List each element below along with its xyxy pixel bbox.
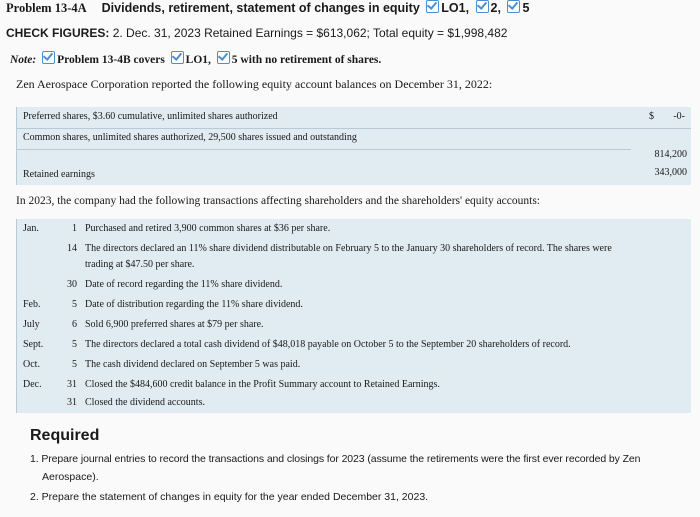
required-heading: Required <box>30 427 100 444</box>
divider <box>17 149 631 150</box>
learning-objective-icon <box>507 0 520 13</box>
note-label: Note: <box>10 54 37 66</box>
transaction-day: 5 <box>72 339 77 350</box>
transaction-text: Closed the $484,600 credit balance in the Profit Summary account to Retained Earnings. <box>85 379 440 390</box>
problem-link-icon <box>42 51 55 64</box>
check-figures-label: CHECK FIGURES: <box>6 26 110 40</box>
intro-text: Zen Aerospace Corporation reported the following equity account balances on December 31, 2022: <box>16 77 493 91</box>
transaction-day: 14 <box>67 243 77 254</box>
dollar-sign: $ <box>649 111 654 122</box>
transactions-intro: In 2023, the company had the following transactions affecting shareholders and the shareholders' equity accounts: <box>16 195 540 207</box>
lo-ref-3: 5 <box>522 1 530 15</box>
note-problem: Problem 13-4B covers <box>57 54 165 66</box>
retained-earnings-value: 343,000 <box>654 167 687 178</box>
common-shares-label: Common shares, unlimited shares authorized, 29,500 shares issued and outstanding <box>23 132 357 143</box>
learning-objective-icon <box>171 51 184 64</box>
check-figures-text: 2. Dec. 31, 2023 Retained Earnings = $613,062; Total equity = $1,998,482 <box>112 26 508 40</box>
lo-ref-1: LO1, <box>441 1 470 15</box>
lo-ref-2: 2, <box>490 1 501 15</box>
balances-table <box>16 107 691 185</box>
check-figures <box>6 26 507 40</box>
transaction-month: Dec. <box>23 379 42 390</box>
required-item-2: 2. Prepare the statement of changes in equity for the year ended December 31, 2023. <box>30 491 429 503</box>
common-shares-value: 814,200 <box>654 149 687 160</box>
transaction-day: 6 <box>72 319 77 330</box>
transaction-day: 30 <box>67 279 77 290</box>
divider <box>17 128 691 129</box>
transaction-text: The directors declared an 11% share dividend distributable on February 5 to the January 30 shareholders of record. The shares were <box>85 243 612 254</box>
transaction-month: Feb. <box>23 299 41 310</box>
preferred-shares-value: -0- <box>673 111 685 122</box>
transaction-day: 31 <box>67 397 77 408</box>
problem-title: Dividends, retirement, statement of changes in equity <box>101 1 420 15</box>
note-lo: LO1, <box>185 54 211 66</box>
transaction-text: Date of record regarding the 11% share dividend. <box>85 279 283 290</box>
required-item-1-cont: Aerospace). <box>42 471 99 483</box>
transaction-day: 5 <box>72 299 77 310</box>
transaction-text: Date of distribution regarding the 11% share dividend. <box>85 299 303 310</box>
note-rest: 5 with no retirement of shares. <box>231 54 382 66</box>
transaction-month: July <box>23 319 40 330</box>
transaction-text: Closed the dividend accounts. <box>85 397 205 408</box>
note <box>10 51 381 66</box>
transactions-table <box>16 219 691 413</box>
transaction-text-cont: trading at $47.50 per share. <box>85 259 195 270</box>
problem-header <box>6 0 529 16</box>
learning-objective-icon <box>476 0 489 13</box>
problem-label: Problem 13-4A <box>6 1 87 15</box>
transaction-month: Jan. <box>23 223 39 234</box>
transaction-text: The directors declared a total cash dividend of $48,018 payable on October 5 to the September 20 shareholders of record. <box>85 339 571 350</box>
transaction-day: 5 <box>72 359 77 370</box>
transaction-day: 31 <box>67 379 77 390</box>
transaction-text: Purchased and retired 3,900 common shares at $36 per share. <box>85 223 331 234</box>
retained-earnings-label: Retained earnings <box>23 169 95 180</box>
transaction-day: 1 <box>72 223 77 234</box>
learning-objective-icon <box>217 51 230 64</box>
learning-objective-icon <box>426 0 439 13</box>
transaction-month: Sept. <box>23 339 44 350</box>
required-item-1: 1. Prepare journal entries to record the transactions and closings for 2023 (assume the retirements were the first ever recorded by Zen <box>30 453 641 465</box>
preferred-shares-label: Preferred shares, $3.60 cumulative, unlimited shares authorized <box>23 111 278 122</box>
transaction-month: Oct. <box>23 359 40 370</box>
transaction-text: The cash dividend declared on September 5 was paid. <box>85 359 301 370</box>
transaction-text: Sold 6,900 preferred shares at $79 per share. <box>85 319 264 330</box>
